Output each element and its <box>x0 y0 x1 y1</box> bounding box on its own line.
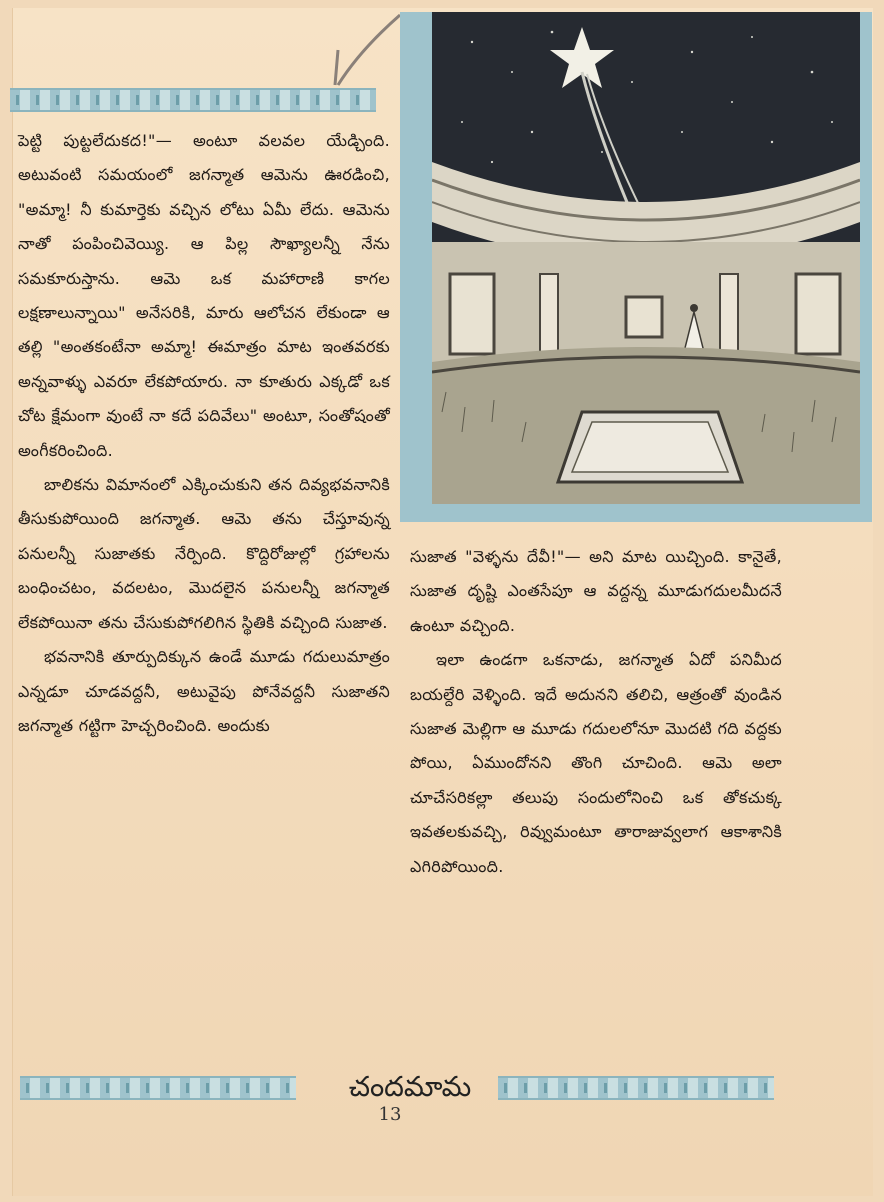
text-column-right <box>410 540 782 884</box>
pen-stroke-mark <box>330 10 410 90</box>
paragraph: సుజాత "వెళ్ళను దేవీ!"— అని మాట యిచ్చింది. కానైతే, సుజాత దృష్టి ఎంతసేపూ ఆ వద్దన్న మూడుగదులమీదనే ఉంటూ వచ్చింది. <box>410 547 782 635</box>
magazine-title: చందమామ <box>348 1070 472 1103</box>
decorative-border-bottom-left <box>20 1076 296 1100</box>
decorative-border-bottom-right <box>498 1076 774 1100</box>
page-number: 13 <box>378 1104 402 1125</box>
paragraph: పెట్టి పుట్టలేదుకద!"— అంటూ వలవల యేడ్చింది. అటువంటి సమయంలో జగన్మాత ఆమెను ఊరడించి, "అమ్మా! నీ కుమార్తెకు వచ్చిన లోటు ఏమీ లేదు. ఆమెను నాతో పంపించివెయ్యి. ఆ పిల్ల సౌఖ్యాలన్నీ నేను సమకూరుస్తాను. ఆమె ఒక మహారాణి కాగల లక్షణాలున్నాయి" అనేసరికి, మారు ఆలోచన లేకుండా ఆ తల్లి "అంతకంటేనా అమ్మా! ఈమాత్రం మాట ఇంతవరకు అన్నవాళ్ళు ఎవరూ లేకపోయారు. నా కూతురు ఎక్కడో ఒక చోట క్షేమంగా వుంటే నా కదే పదివేలు" అంటూ, సంతోషంతో అంగీకరించింది. <box>18 131 390 460</box>
paragraph: భవనానికి తూర్పుదిక్కున ఉండే మూడు గదులుమాత్రం ఎన్నడూ చూడవద్దనీ, అటువైపు పోనేవద్దనీ సుజాతని జగన్మాత గట్టిగా హెచ్చరించింది. అందుకు <box>18 647 390 735</box>
decorative-border-top <box>10 88 376 112</box>
text-column-left <box>18 124 390 743</box>
paragraph: బాలికను విమానంలో ఎక్కించుకుని తన దివ్యభవనానికి తీసుకుపోయింది జగన్మాత. ఆమె తను చేస్తూవున్న పనులన్నీ సుజాతకు నేర్పింది. కొద్దిరోజుల్లో గ్రహాలను బంధించటం, వదలటం, మొదలైన పనులన్నీ జగన్మాత లేకపోయినా తను చేసుకుపోగలిగిన స్థితికి వచ్చింది సుజాత. <box>18 475 390 632</box>
paragraph: ఇలా ఉండగా ఒకనాడు, జగన్మాత ఏదో పనిమీద బయల్దేరి వెళ్ళింది. ఇదే అదునని తలిచి, ఆత్రంతో వుండిన సుజాత మెల్లిగా ఆ మూడు గదులలోనూ మొదటి గది వద్దకు పోయి, ఏముందోనని తొంగి చూచింది. ఆమె అలా చూచేసరికల్లా తలుపు సందులోనించి ఒక తోకచుక్క ఇవతలకువచ్చి, రివ్వుమంటూ తారాజువ్వలాగ ఆకాశానికి ఎగిరిపోయింది. <box>410 650 782 876</box>
illustration-comet-night-courtyard <box>432 12 860 504</box>
